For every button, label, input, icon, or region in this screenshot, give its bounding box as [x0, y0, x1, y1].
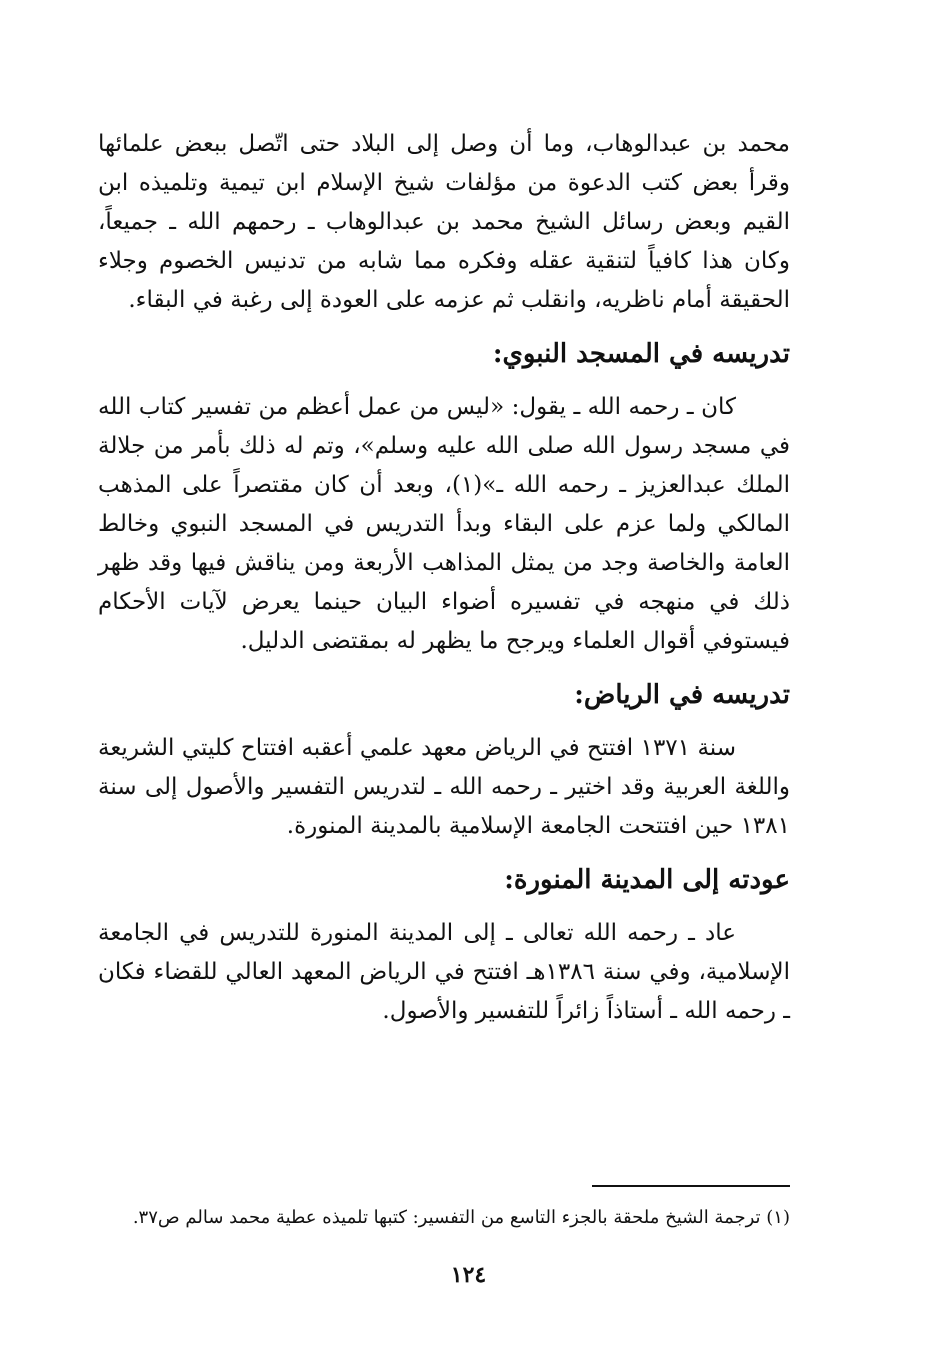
paragraph-riyadh: سنة ١٣٧١ افتتح في الرياض معهد علمي أعقبه افتتاح كليتي الشريعة واللغة العربية وقد اختير ـ رحمه الله ـ لتدريس التفسير والأصول إلى سنة ١٣٨١ حين افتتحت الجامعة الإسلامية بالمدينة المنورة.	[98, 735, 790, 839]
heading-return-madinah: عودته إلى المدينة المنورة:	[504, 865, 790, 895]
heading-riyadh: تدريسه في الرياض:	[574, 680, 790, 710]
footnote-divider	[592, 1185, 790, 1187]
paragraph-prophet-mosque: كان ـ رحمه الله ـ يقول: «ليس من عمل أعظم من تفسير كتاب الله في مسجد رسول الله صلى الله عليه وسلم»، وتم له ذلك بأمر من جلالة الملك عبدالعزيز ـ رحمه الله ـ»(١)، وبعد أن كان مقتصراً على المذهب المالكي ولما عزم على البقاء وبدأ التدريس في المسجد النبوي وخالط العامة والخاصة وجد من يمثل المذاهب الأربعة ومن يناقش فيها وقد ظهر ذلك في منهجه في تفسيره أضواء البيان حينما يعرض لآيات الأحكام فيستوفي أقوال العلماء ويرجح ما يظهر له بمقتضى الدليل.	[98, 394, 791, 654]
page-body	[98, 125, 790, 1031]
paragraph-intro: محمد بن عبدالوهاب، وما أن وصل إلى البلاد حتى اتّصل ببعض علمائها وقرأ بعض كتب الدعوة من مؤلفات شيخ الإسلام ابن تيمية وتلميذه ابن القيم وبعض رسائل الشيخ محمد بن عبدالوهاب ـ رحمهم الله ـ جميعاً، وكان هذا كافياً لتنقية عقله وفكره مما شابه من تدنيس الخصوم وجلاء الحقيقة أمام ناظريه، وانقلب ثم عزمه على العودة إلى رغبة في البقاء.	[98, 131, 790, 313]
paragraph-return-madinah: عاد ـ رحمه الله تعالى ـ إلى المدينة المنورة للتدريس في الجامعة الإسلامية، وفي سنة ١٣٨٦هـ افتتح في الرياض المعهد العالي للقضاء فكان ـ رحمه الله ـ أستاذاً زائراً للتفسير والأصول.	[98, 920, 791, 1024]
heading-prophet-mosque: تدريسه في المسجد النبوي:	[492, 339, 790, 369]
footnote: (١) ترجمة الشيخ ملحقة بالجزء التاسع من التفسير: كتبها تلميذه عطية محمد سالم ص٣٧.	[132, 1207, 790, 1228]
page-number: ١٢٤	[450, 1262, 487, 1288]
